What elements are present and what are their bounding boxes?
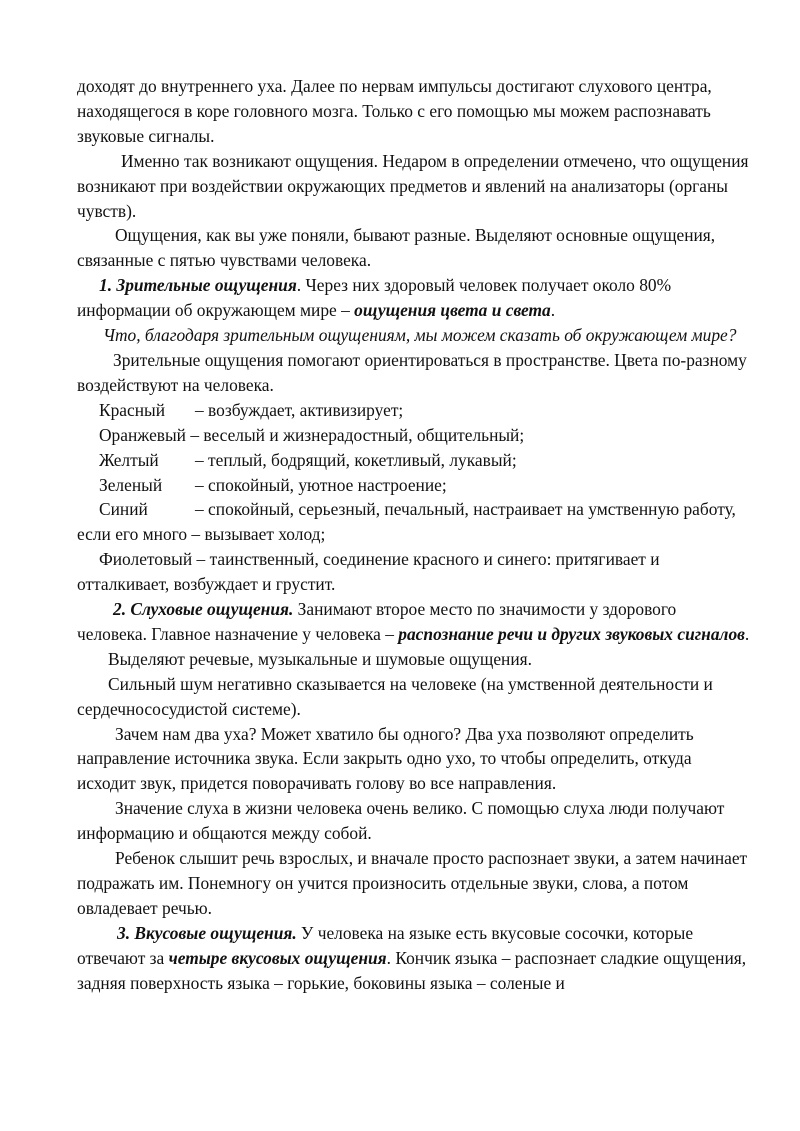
color-desc: – спокойный, уютное настроение; [195, 474, 447, 495]
paragraph-5: Выделяют речевые, музыкальные и шумовые ощущения. [108, 648, 532, 669]
paragraph-7: Зачем нам два уха? Может хватило бы одного? Два уха позволяют определить направление источника звука. Если закрыть одно ухо, то чтобы определить, откуда исходит звук, придется поворачивать голову во все направления. [77, 723, 694, 794]
section-auditory-text: Занимают второе место по значимости у здорового человека. Главное назначение у человека – [77, 599, 677, 644]
section-visual-heading: 1. Зрительные ощущения [99, 275, 297, 296]
paragraph-6: Сильный шум негативно сказывается на человеке (на умственной деятельности и сердечнососудистой системе). [77, 673, 713, 719]
paragraph-8: Значение слуха в жизни человека очень велико. С помощью слуха люди получают информацию и общаются между собой. [77, 798, 725, 844]
color-item-red [77, 398, 750, 423]
color-name: Желтый [99, 449, 159, 470]
section-taste-text-2: . Кончик языка – распознает сладкие ощущения, задняя поверхность языка – горькие, боковины языка – соленые и [77, 947, 747, 993]
color-desc: – таинственный, соединение красного и синего: притягивает и отталкивает, возбуждает и грустит. [77, 549, 660, 595]
section-taste [77, 921, 750, 996]
color-desc: – возбуждает, активизирует; [195, 399, 404, 420]
color-desc: – спокойный, серьезный, печальный, настраивает на умственную работу, если его много – вызывает холод; [77, 499, 736, 545]
paragraph-4: Зрительные ощущения помогают ориентироваться в пространстве. Цвета по-разному воздействуют на человека. [77, 349, 747, 395]
color-desc: – теплый, бодрящий, кокетливый, лукавый; [195, 449, 517, 470]
color-item-blue [77, 497, 750, 547]
color-desc: – веселый и жизнерадостный, общительный; [186, 424, 525, 445]
question: Что, благодаря зрительным ощущениям, мы можем сказать об окружающем мире? [103, 325, 737, 346]
color-name: Фиолетовый [99, 549, 193, 570]
color-name: Зеленый [99, 474, 163, 495]
section-auditory-heading: 2. Слуховые ощущения. [113, 599, 294, 620]
color-item-yellow [77, 448, 750, 473]
section-auditory-emphasis: распознание речи и других звуковых сигналов [398, 623, 745, 644]
color-name: Синий [99, 499, 148, 520]
paragraph-1: доходят до внутреннего уха. Далее по нервам импульсы достигают слухового центра, находящегося в коре головного мозга. Только с его помощью мы можем распознавать звуковые сигналы. [77, 76, 712, 146]
section-visual-end: . [550, 300, 556, 321]
color-item-orange [77, 423, 750, 448]
color-item-green [77, 473, 750, 498]
section-visual-emphasis: ощущения цвета и света [354, 300, 551, 321]
section-auditory [77, 597, 750, 647]
colors-list [77, 398, 750, 597]
paragraph-2: Именно так возникают ощущения. Недаром в определении отмечено, что ощущения возникают при воздействии окружающих предметов и явлений на анализаторы (органы чувств). [77, 150, 749, 221]
section-taste-text: У человека на языке есть вкусовые сосочки, которые отвечают за [77, 922, 694, 968]
section-taste-heading: 3. Вкусовые ощущения. [117, 922, 297, 943]
color-item-violet [77, 547, 750, 597]
section-visual-text: . Через них здоровый человек получает около 80% информации об окружающем мире – [77, 275, 672, 321]
color-name: Красный [99, 399, 166, 420]
paragraph-9: Ребенок слышит речь взрослых, и вначале просто распознает звуки, а затем начинает подражать им. Понемногу он учится произносить отдельные звуки, слова, а потом овладевает речью. [77, 848, 748, 918]
section-taste-emphasis: четыре вкусовых ощущения [168, 947, 387, 968]
color-name: Оранжевый [99, 424, 186, 445]
paragraph-3: Ощущения, как вы уже поняли, бывают разные. Выделяют основные ощущения, связанные с пятью чувствами человека. [77, 225, 716, 271]
section-visual [77, 273, 750, 323]
section-auditory-end: . [744, 623, 750, 644]
